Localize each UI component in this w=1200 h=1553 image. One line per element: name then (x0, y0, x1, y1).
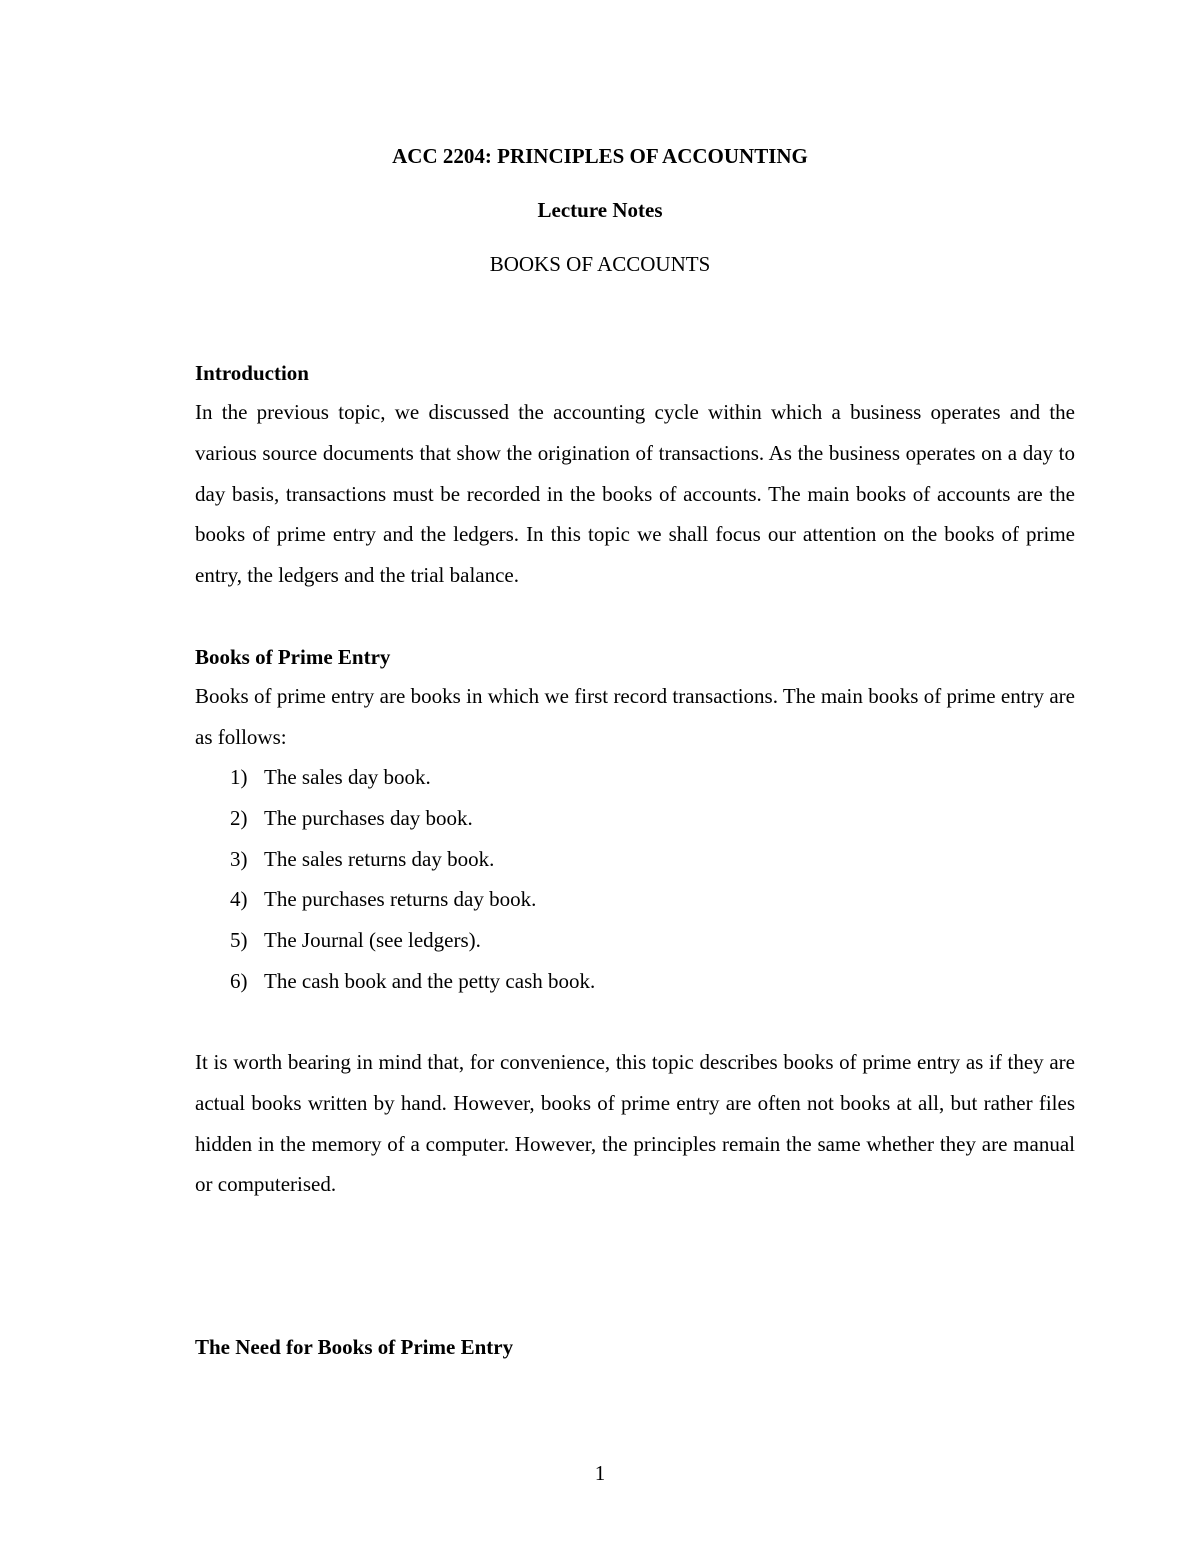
list-item (230, 920, 595, 961)
list-item-number: 2) (230, 805, 248, 830)
list-item (230, 961, 595, 1002)
prime-entry-heading: Books of Prime Entry (195, 645, 391, 669)
list-item-number: 6) (230, 968, 248, 993)
introduction-heading: Introduction (195, 361, 309, 385)
topic-title: BOOKS OF ACCOUNTS (489, 252, 711, 276)
list-item-text: The Journal (see ledgers). (264, 928, 481, 953)
need-heading: The Need for Books of Prime Entry (195, 1335, 514, 1359)
list-item-text: The sales day book. (264, 765, 431, 789)
prime-entry-paragraph: Books of prime entry are books in which we first record transactions. The main books of prime entry are as follows: (195, 684, 1075, 749)
list-item-text: The cash book and the petty cash book. (264, 968, 596, 993)
list-item-text: The sales returns day book. (264, 846, 495, 871)
list-item-text: The purchases day book. (264, 805, 473, 830)
list-item (230, 757, 595, 798)
prime-entry-list (230, 757, 595, 1002)
page-number: 1 (594, 1461, 606, 1485)
list-item-number: 3) (230, 846, 248, 871)
list-item (230, 879, 595, 920)
course-title: ACC 2204: PRINCIPLES OF ACCOUNTING (392, 144, 808, 168)
list-item-number: 5) (230, 928, 248, 953)
list-item-number: 4) (230, 887, 248, 912)
lecture-notes-subtitle: Lecture Notes (537, 198, 663, 222)
list-item-number: 1) (230, 765, 248, 789)
list-item-text: The purchases returns day book. (264, 887, 537, 912)
introduction-paragraph: In the previous topic, we discussed the accounting cycle within which a business operates and the various source documents that show the origination of transactions. As the business operates on a day to day basis, transactions must be recorded in the books of accounts. The main books of accounts are the books of prime entry and the ledgers. In this topic we shall focus our attention on the books of prime entry, the ledgers and the trial balance. (195, 400, 1075, 588)
list-item (230, 798, 595, 839)
prime-entry-note: It is worth bearing in mind that, for convenience, this topic describes books of prime entry as if they are actual books written by hand. However, books of prime entry are often not books at all, but rather files hidden in the memory of a computer. However, the principles remain the same whether they are manual or computerised. (195, 1050, 1075, 1197)
list-item (230, 839, 595, 880)
